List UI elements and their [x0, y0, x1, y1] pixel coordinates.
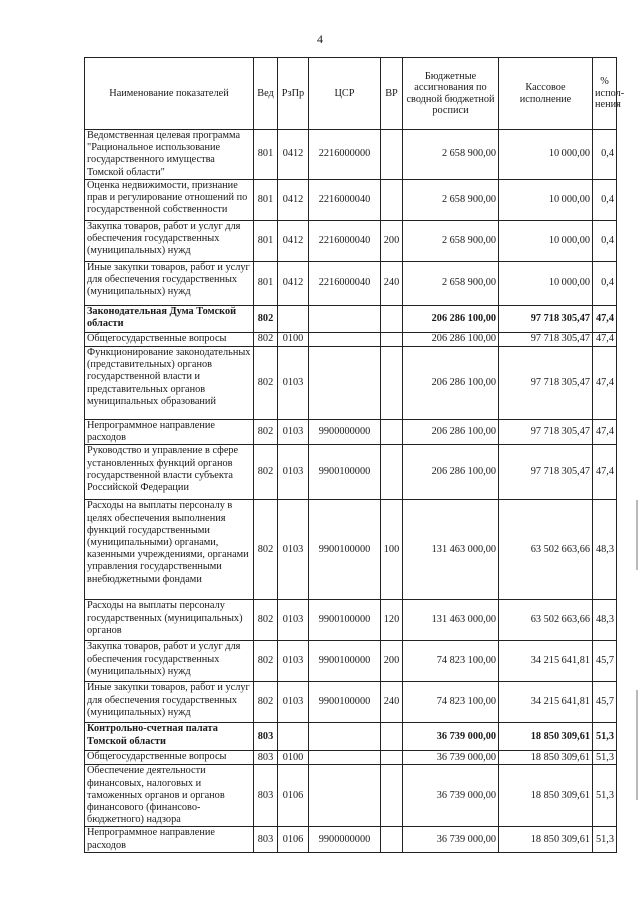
- row-budget: 206 286 100,00: [403, 347, 499, 420]
- row-rzpr: 0103: [278, 682, 309, 723]
- header-csr: ЦСР: [309, 58, 381, 130]
- table-row: [85, 262, 617, 306]
- row-pct: 0,4: [593, 180, 617, 221]
- row-vr: [381, 723, 403, 751]
- table-row: [85, 347, 617, 420]
- row-name: Общегосударственные вопросы: [85, 751, 254, 765]
- row-csr: 2216000040: [309, 262, 381, 306]
- row-budget: 131 463 000,00: [403, 600, 499, 641]
- scan-edge-mark: [636, 500, 638, 570]
- row-csr: 2216000040: [309, 180, 381, 221]
- table-row: [85, 827, 617, 852]
- row-ved: 802: [254, 333, 278, 347]
- table-row: [85, 180, 617, 221]
- row-budget: 74 823 100,00: [403, 682, 499, 723]
- row-name: Ведомственная целевая программа "Рациональное использование государственного имущества Томской области": [85, 130, 254, 180]
- header-cash: Кассовое исполнение: [499, 58, 593, 130]
- row-pct: 48,3: [593, 600, 617, 641]
- row-csr: [309, 333, 381, 347]
- row-budget: 2 658 900,00: [403, 180, 499, 221]
- row-name: Непрограммное направление расходов: [85, 827, 254, 852]
- row-rzpr: 0103: [278, 445, 309, 500]
- table-row: [85, 306, 617, 333]
- row-csr: [309, 751, 381, 765]
- row-ved: 803: [254, 723, 278, 751]
- row-name: Иные закупки товаров, работ и услуг для обеспечения государственных (муниципальных) нужд: [85, 262, 254, 306]
- row-csr: 2216000040: [309, 221, 381, 262]
- row-rzpr: 0106: [278, 827, 309, 852]
- row-rzpr: 0100: [278, 333, 309, 347]
- table-row: [85, 221, 617, 262]
- row-name: Общегосударственные вопросы: [85, 333, 254, 347]
- table-row: [85, 445, 617, 500]
- row-csr: 2216000000: [309, 130, 381, 180]
- row-name: Законодательная Дума Томской области: [85, 306, 254, 333]
- row-cash: 10 000,00: [499, 130, 593, 180]
- row-ved: 802: [254, 420, 278, 445]
- row-vr: 120: [381, 600, 403, 641]
- scan-edge-mark: [636, 690, 638, 800]
- row-name: Иные закупки товаров, работ и услуг для обеспечения государственных (муниципальных) нужд: [85, 682, 254, 723]
- row-ved: 801: [254, 262, 278, 306]
- row-ved: 802: [254, 500, 278, 600]
- row-cash: 34 215 641,81: [499, 641, 593, 682]
- row-csr: [309, 765, 381, 827]
- table-row: [85, 130, 617, 180]
- row-cash: 63 502 663,66: [499, 500, 593, 600]
- row-ved: 803: [254, 827, 278, 852]
- row-name: Контрольно-счетная палата Томской области: [85, 723, 254, 751]
- row-csr: 9900100000: [309, 500, 381, 600]
- table-row: [85, 600, 617, 641]
- row-cash: 10 000,00: [499, 180, 593, 221]
- row-budget: 2 658 900,00: [403, 262, 499, 306]
- table-row: [85, 500, 617, 600]
- row-pct: 47,4: [593, 445, 617, 500]
- row-name: Руководство и управление в сфере установленных функций органов государственной власти субъекта Российской Федерации: [85, 445, 254, 500]
- row-pct: 47,4: [593, 420, 617, 445]
- row-rzpr: 0412: [278, 221, 309, 262]
- row-pct: 51,3: [593, 827, 617, 852]
- row-cash: 10 000,00: [499, 221, 593, 262]
- row-vr: 240: [381, 682, 403, 723]
- row-ved: 802: [254, 682, 278, 723]
- row-rzpr: [278, 723, 309, 751]
- table-header-row: [85, 58, 617, 130]
- row-csr: 9900100000: [309, 600, 381, 641]
- row-budget: 36 739 000,00: [403, 765, 499, 827]
- row-rzpr: 0106: [278, 765, 309, 827]
- row-budget: 36 739 000,00: [403, 723, 499, 751]
- row-rzpr: 0103: [278, 600, 309, 641]
- row-cash: 97 718 305,47: [499, 445, 593, 500]
- row-ved: 802: [254, 347, 278, 420]
- row-rzpr: 0103: [278, 347, 309, 420]
- row-name: Закупка товаров, работ и услуг для обеспечения государственных (муниципальных) нужд: [85, 641, 254, 682]
- row-cash: 18 850 309,61: [499, 751, 593, 765]
- row-ved: 802: [254, 600, 278, 641]
- row-csr: 9900100000: [309, 682, 381, 723]
- row-cash: 18 850 309,61: [499, 765, 593, 827]
- row-name: Закупка товаров, работ и услуг для обеспечения государственных (муниципальных) нужд: [85, 221, 254, 262]
- row-name: Оценка недвижимости, признание прав и регулирование отношений по государственной собственности: [85, 180, 254, 221]
- row-budget: 36 739 000,00: [403, 827, 499, 852]
- row-vr: 100: [381, 500, 403, 600]
- row-pct: 0,4: [593, 130, 617, 180]
- row-ved: 803: [254, 765, 278, 827]
- budget-execution-table: [84, 57, 625, 853]
- row-cash: 97 718 305,47: [499, 347, 593, 420]
- row-pct: 45,7: [593, 641, 617, 682]
- row-budget: 36 739 000,00: [403, 751, 499, 765]
- table-row: [85, 641, 617, 682]
- row-name: Расходы на выплаты персоналу в целях обеспечения выполнения функций государственными (муниципальными) органами, казенными учреждениями, органами управления государственными внебюджетными фондами: [85, 500, 254, 600]
- row-vr: [381, 130, 403, 180]
- row-ved: 801: [254, 221, 278, 262]
- row-cash: 97 718 305,47: [499, 306, 593, 333]
- row-ved: 802: [254, 641, 278, 682]
- header-budget: Бюджетные ассигнования по сводной бюджетной росписи: [403, 58, 499, 130]
- row-rzpr: 0412: [278, 262, 309, 306]
- row-pct: 0,4: [593, 221, 617, 262]
- row-cash: 97 718 305,47: [499, 420, 593, 445]
- row-pct: 48,3: [593, 500, 617, 600]
- row-vr: [381, 445, 403, 500]
- row-vr: [381, 827, 403, 852]
- row-rzpr: 0412: [278, 130, 309, 180]
- row-ved: 801: [254, 180, 278, 221]
- row-vr: [381, 765, 403, 827]
- header-rzpr: РзПр: [278, 58, 309, 130]
- row-pct: 47,4: [593, 306, 617, 333]
- row-csr: [309, 347, 381, 420]
- page-number: 4: [317, 32, 323, 46]
- row-ved: 801: [254, 130, 278, 180]
- row-vr: 200: [381, 221, 403, 262]
- row-csr: [309, 306, 381, 333]
- header-vr: ВР: [381, 58, 403, 130]
- row-pct: 0,4: [593, 262, 617, 306]
- row-rzpr: 0103: [278, 420, 309, 445]
- row-ved: 802: [254, 306, 278, 333]
- row-budget: 2 658 900,00: [403, 221, 499, 262]
- row-vr: [381, 333, 403, 347]
- row-rzpr: 0412: [278, 180, 309, 221]
- row-vr: [381, 347, 403, 420]
- row-budget: 206 286 100,00: [403, 306, 499, 333]
- table-row: [85, 751, 617, 765]
- row-name: Функционирование законодательных (представительных) органов государственной власти и представительных органов муниципальных образований: [85, 347, 254, 420]
- table-row: [85, 333, 617, 347]
- row-cash: 18 850 309,61: [499, 827, 593, 852]
- row-cash: 18 850 309,61: [499, 723, 593, 751]
- row-vr: [381, 306, 403, 333]
- row-csr: 9900100000: [309, 445, 381, 500]
- row-csr: 9900000000: [309, 420, 381, 445]
- row-budget: 206 286 100,00: [403, 445, 499, 500]
- row-rzpr: 0103: [278, 500, 309, 600]
- table-row: [85, 765, 617, 827]
- row-cash: 63 502 663,66: [499, 600, 593, 641]
- row-rzpr: 0100: [278, 751, 309, 765]
- row-vr: [381, 420, 403, 445]
- row-cash: 34 215 641,81: [499, 682, 593, 723]
- row-rzpr: 0103: [278, 641, 309, 682]
- row-vr: [381, 180, 403, 221]
- row-ved: 802: [254, 445, 278, 500]
- table-row: [85, 420, 617, 445]
- header-pct: % испол-нения: [593, 58, 617, 130]
- row-vr: [381, 751, 403, 765]
- row-name: Обеспечение деятельности финансовых, налоговых и таможенных органов и органов финансового (финансово-бюджетного) надзора: [85, 765, 254, 827]
- row-budget: 206 286 100,00: [403, 333, 499, 347]
- row-budget: 131 463 000,00: [403, 500, 499, 600]
- table-body: [85, 130, 617, 853]
- row-cash: 97 718 305,47: [499, 333, 593, 347]
- row-pct: 45,7: [593, 682, 617, 723]
- table-row: [85, 723, 617, 751]
- row-name: Расходы на выплаты персоналу государственных (муниципальных) органов: [85, 600, 254, 641]
- row-budget: 206 286 100,00: [403, 420, 499, 445]
- row-vr: 240: [381, 262, 403, 306]
- row-ved: 803: [254, 751, 278, 765]
- row-csr: 9900000000: [309, 827, 381, 852]
- row-csr: 9900100000: [309, 641, 381, 682]
- header-ved: Вед: [254, 58, 278, 130]
- header-name: Наименование показателей: [85, 58, 254, 130]
- row-name: Непрограммное направление расходов: [85, 420, 254, 445]
- row-budget: 74 823 100,00: [403, 641, 499, 682]
- row-cash: 10 000,00: [499, 262, 593, 306]
- row-rzpr: [278, 306, 309, 333]
- row-pct: 47,4: [593, 333, 617, 347]
- row-pct: 51,3: [593, 765, 617, 827]
- row-budget: 2 658 900,00: [403, 130, 499, 180]
- row-csr: [309, 723, 381, 751]
- table-row: [85, 682, 617, 723]
- row-pct: 51,3: [593, 751, 617, 765]
- row-vr: 200: [381, 641, 403, 682]
- row-pct: 51,3: [593, 723, 617, 751]
- row-pct: 47,4: [593, 347, 617, 420]
